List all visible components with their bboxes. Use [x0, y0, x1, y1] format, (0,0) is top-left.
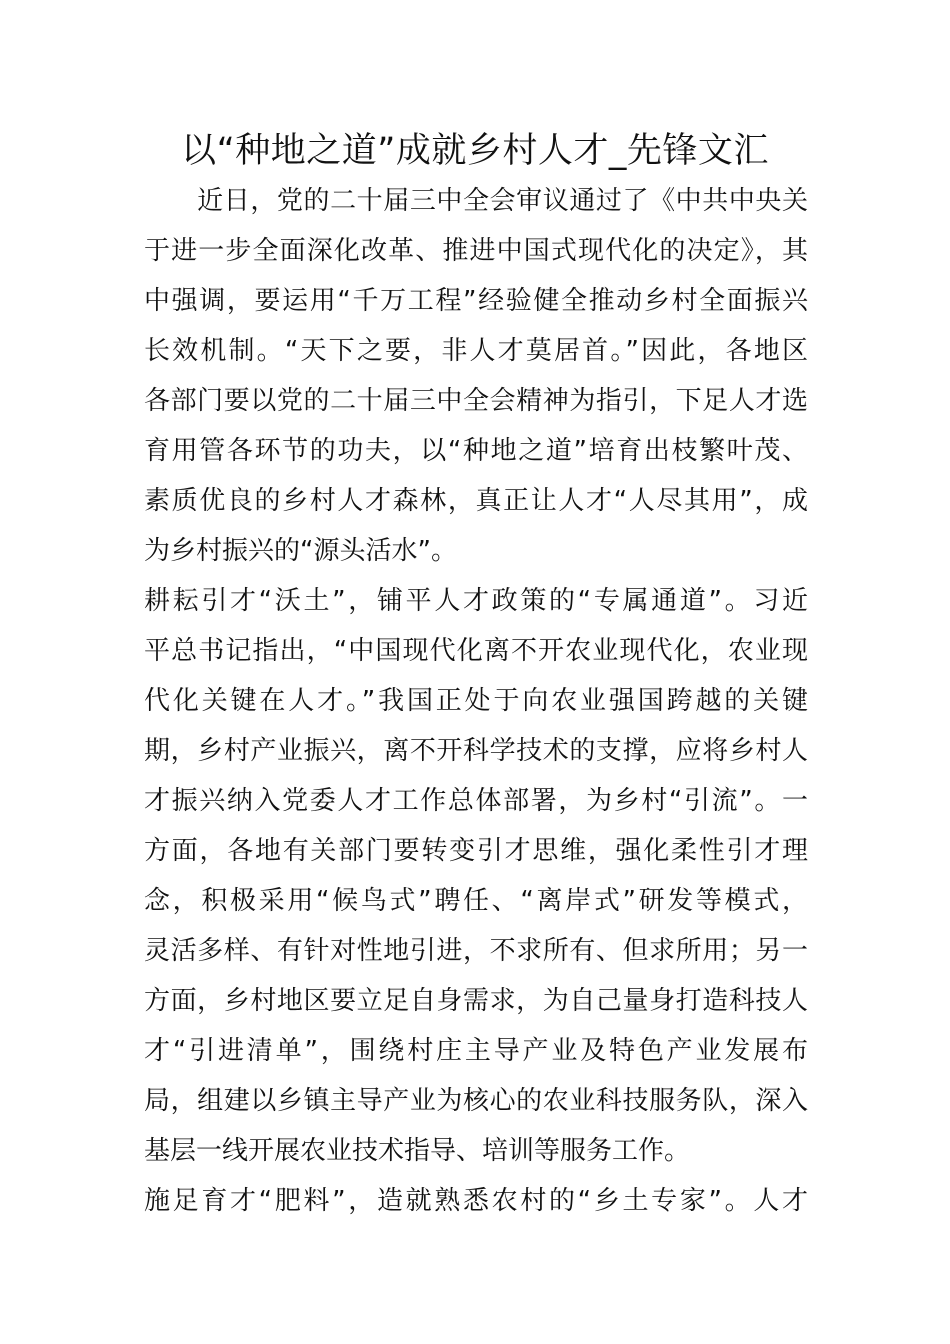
paragraph-1-line-8: 为乡村振兴的“源头活水”。 — [144, 536, 457, 566]
document-title: 以“种地之道”成就乡村人才_先锋文汇 — [181, 131, 769, 171]
paragraph-1-line-5: 各部门要以党的二十届三中全会精神为指引，下足人才选 — [144, 386, 808, 416]
paragraph-2-line-3: 代化关键在人才。”我国正处于向农业强国跨越的关键 — [144, 686, 808, 716]
paragraph-2-line-8: 灵活多样、有针对性地引进，不求所有、但求所用；另一 — [144, 936, 808, 966]
paragraph-1-line-2: 于进一步全面深化改革、推进中国式现代化的决定》，其 — [144, 236, 808, 266]
paragraph-1-line-6: 育用管各环节的功夫，以“种地之道”培育出枝繁叶茂、 — [144, 436, 808, 466]
paragraph-2-line-10: 才“引进清单”，围绕村庄主导产业及特色产业发展布 — [144, 1036, 808, 1066]
paragraph-2-line-4: 期，乡村产业振兴，离不开科学技术的支撑，应将乡村人 — [144, 736, 808, 766]
paragraph-3-line-1: 施足育才“肥料”，造就熟悉农村的“乡土专家”。人才 — [144, 1186, 808, 1216]
paragraph-1-line-3: 中强调，要运用“千万工程”经验健全推动乡村全面振兴 — [144, 286, 808, 316]
paragraph-2-line-2: 平总书记指出，“中国现代化离不开农业现代化，农业现 — [144, 636, 808, 666]
paragraph-2-line-6: 方面，各地有关部门要转变引才思维，强化柔性引才理 — [144, 836, 808, 866]
paragraph-1-line-7: 素质优良的乡村人才森林，真正让人才“人尽其用”，成 — [144, 486, 808, 516]
paragraph-2-line-7: 念，积极采用“候鸟式”聘任、“离岸式”研发等模式， — [144, 886, 808, 916]
paragraph-1-line-4: 长效机制。“天下之要，非人才莫居首。”因此，各地区 — [144, 336, 808, 366]
paragraph-2-line-12: 基层一线开展农业技术指导、培训等服务工作。 — [144, 1136, 691, 1166]
paragraph-2-line-5: 才振兴纳入党委人才工作总体部署，为乡村“引流”。一 — [144, 786, 808, 816]
paragraph-2-line-11: 局，组建以乡镇主导产业为核心的农业科技服务队，深入 — [144, 1086, 808, 1116]
paragraph-1-line-1: 近日，党的二十届三中全会审议通过了《中共中央关 — [144, 186, 808, 216]
paragraph-2-line-9: 方面，乡村地区要立足自身需求，为自己量身打造科技人 — [144, 986, 808, 1016]
paragraph-2-line-1: 耕耘引才“沃土”，铺平人才政策的“专属通道”。习近 — [144, 586, 808, 616]
